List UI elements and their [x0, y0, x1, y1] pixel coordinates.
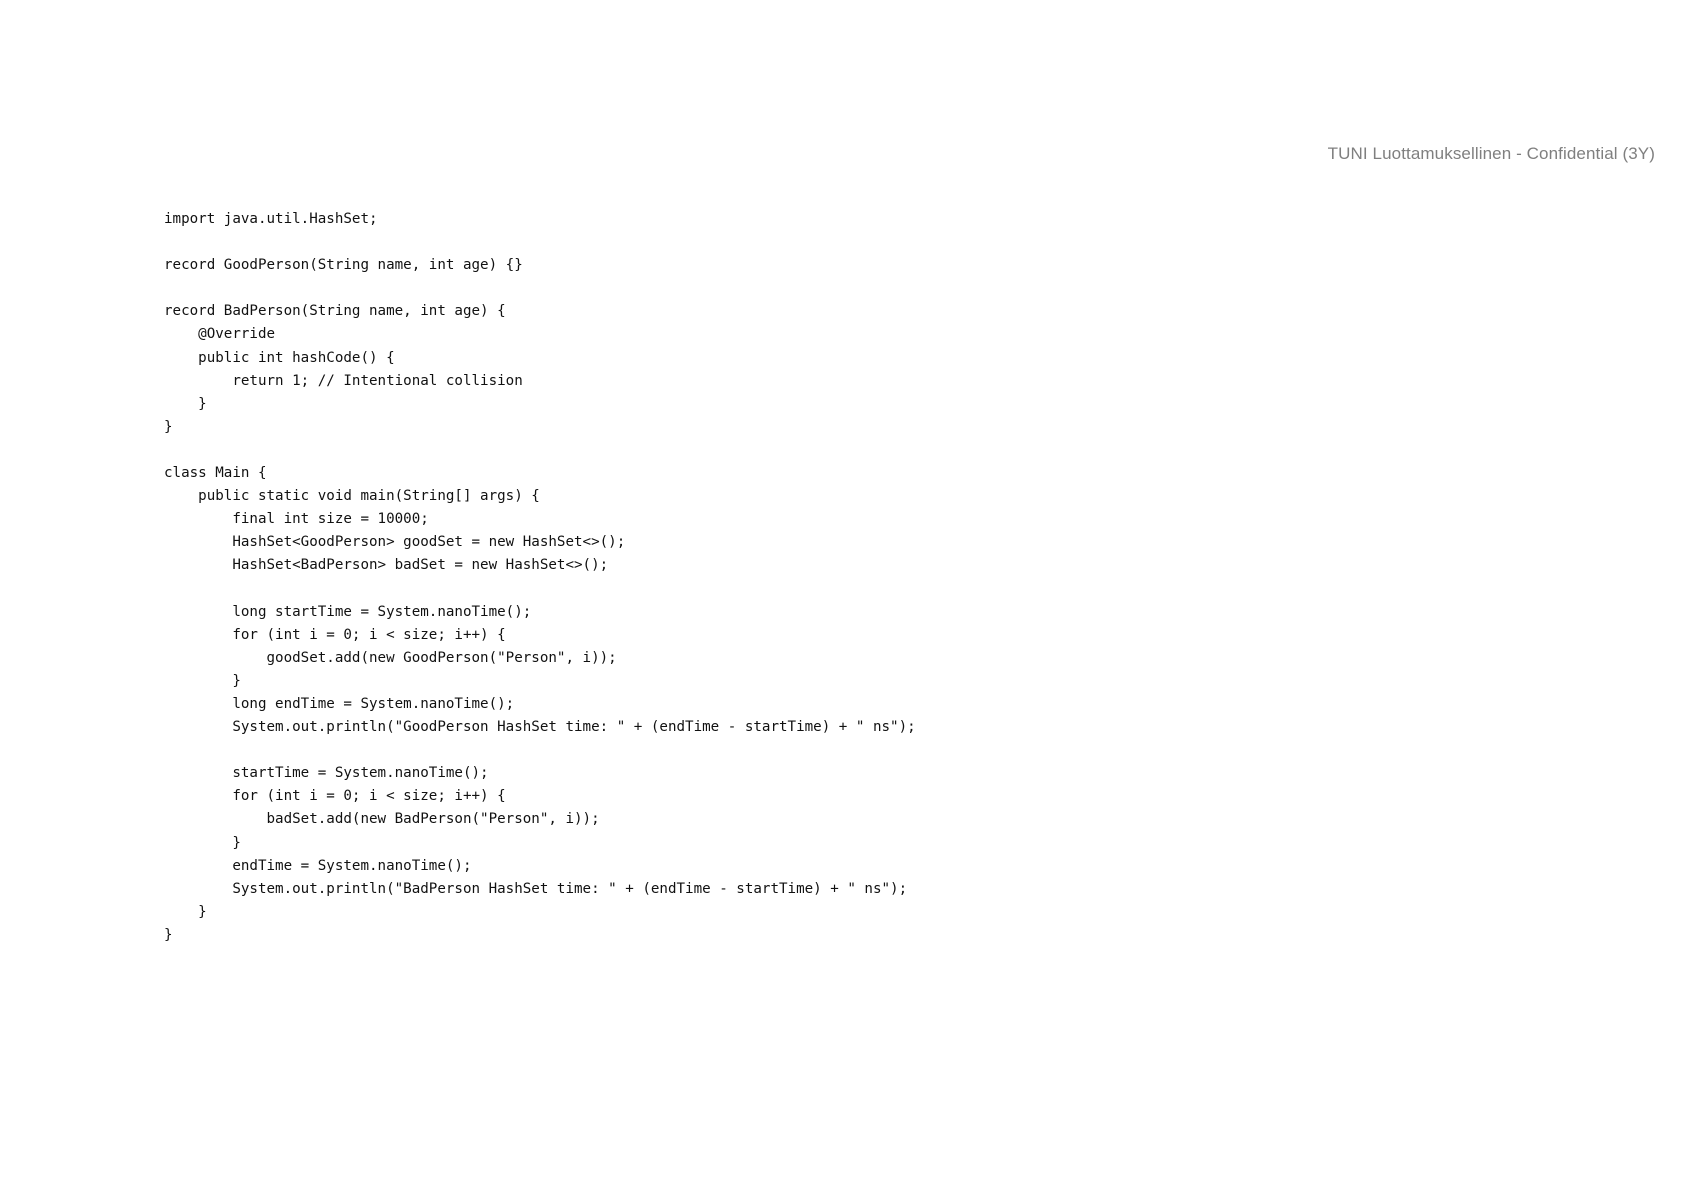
code-line: for (int i = 0; i < size; i++) { — [164, 788, 506, 805]
code-line: endTime = System.nanoTime(); — [164, 857, 472, 874]
code-line — [164, 739, 916, 762]
code-line: public int hashCode() { — [164, 349, 395, 366]
code-line — [164, 277, 916, 300]
code-line: final int size = 10000; — [164, 511, 429, 528]
confidentiality-label: TUNI Luottamuksellinen - Confidential (3Y) — [1327, 144, 1655, 163]
code-line: long startTime = System.nanoTime(); — [164, 603, 532, 620]
code-line: HashSet<GoodPerson> goodSet = new HashSet<>(); — [164, 534, 626, 551]
code-line: } — [164, 672, 241, 689]
code-line: return 1; // Intentional collision — [164, 372, 523, 389]
code-line: HashSet<BadPerson> badSet = new HashSet<>(); — [164, 557, 609, 574]
code-line — [164, 439, 916, 462]
code-line: public static void main(String[] args) { — [164, 488, 540, 505]
code-line: record BadPerson(String name, int age) { — [164, 303, 506, 320]
code-line: for (int i = 0; i < size; i++) { — [164, 626, 506, 643]
code-line: } — [164, 418, 173, 435]
code-line: } — [164, 926, 173, 943]
code-line: @Override — [164, 326, 276, 343]
code-line: record GoodPerson(String name, int age) {} — [164, 257, 523, 274]
code-line: } — [164, 903, 207, 920]
code-line: badSet.add(new BadPerson("Person", i)); — [164, 811, 600, 828]
code-line — [164, 578, 916, 601]
code-line: long endTime = System.nanoTime(); — [164, 695, 515, 712]
code-line: } — [164, 395, 207, 412]
code-line: class Main { — [164, 465, 267, 482]
code-line: import java.util.HashSet; — [164, 211, 378, 227]
code-line: } — [164, 834, 241, 851]
code-line: System.out.println("GoodPerson HashSet time: " + (endTime - startTime) + " ns"); — [164, 719, 916, 736]
code-line: goodSet.add(new GoodPerson("Person", i)); — [164, 649, 617, 666]
code-line: System.out.println("BadPerson HashSet time: " + (endTime - startTime) + " ns"); — [164, 880, 908, 897]
code-line: startTime = System.nanoTime(); — [164, 765, 489, 782]
code-block — [164, 208, 916, 947]
code-line — [164, 231, 916, 254]
